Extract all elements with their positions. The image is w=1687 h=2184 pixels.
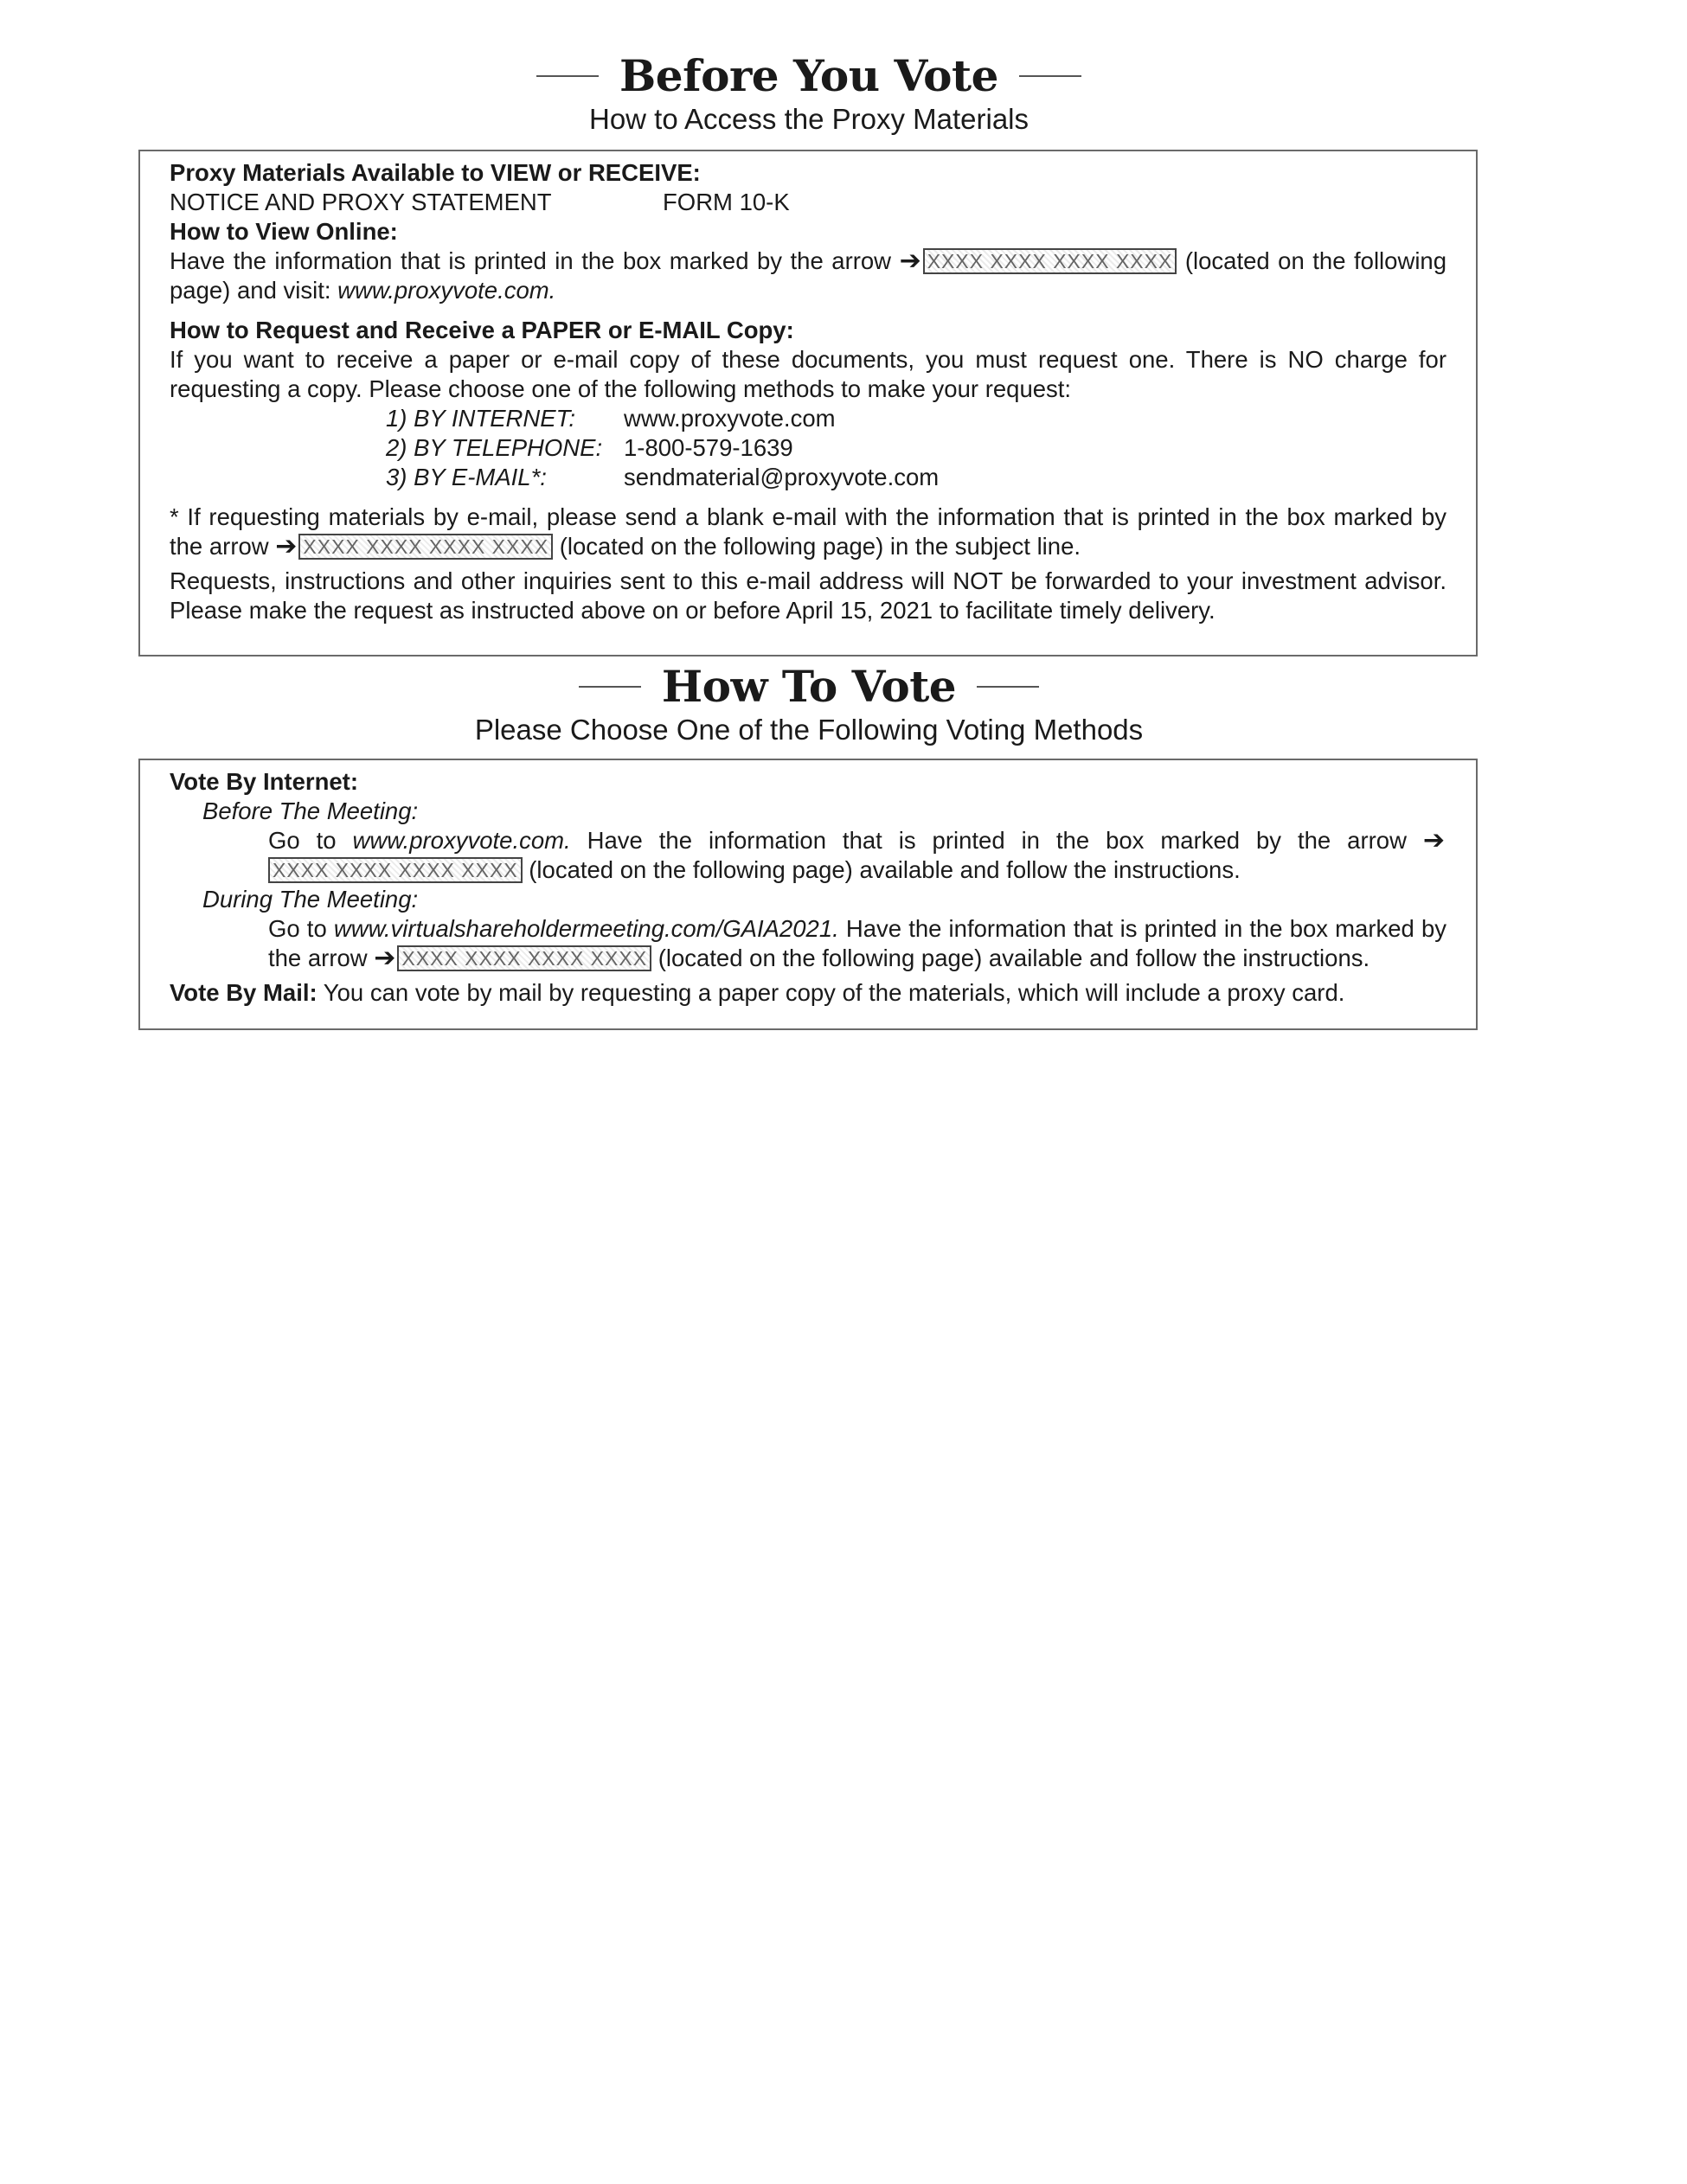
method-value-phone[interactable]: 1-800-579-1639 [624, 434, 793, 461]
go-to-text: Go to [268, 915, 327, 942]
arrow-icon: ➔ [275, 532, 298, 560]
view-online-text: Have the information that is printed in the box marked by the arrow [170, 247, 892, 274]
during-meeting-text: Have the information that is printed in the box marked by the arrow [268, 915, 1447, 971]
arrow-icon: ➔ [899, 247, 921, 275]
how-to-vote-subtitle: Please Choose One of the Following Voting Methods [474, 714, 1144, 746]
vote-by-mail-heading: Vote By Mail: [170, 979, 318, 1006]
title-rule-left [536, 75, 599, 77]
control-code-box: XXXX XXXX XXXX XXXX [397, 945, 651, 971]
virtual-meeting-link[interactable]: www.virtualshareholdermeeting.com/GAIA2021. [333, 915, 839, 942]
vote-by-internet-heading: Vote By Internet: [170, 768, 358, 795]
before-you-vote-title: Before You Vote [619, 50, 998, 101]
arrow-icon: ➔ [1422, 826, 1446, 855]
material-item: FORM 10-K [663, 189, 790, 215]
request-methods-list [386, 404, 1446, 492]
request-method-email [386, 463, 1446, 492]
vote-by-mail-text: You can vote by mail by requesting a paper copy of the materials, which will include a proxy card. [323, 979, 1345, 1006]
footnote-text: * If requesting materials by e-mail, please send a blank e-mail with the information that is printed in the box marked by the arrow [170, 503, 1446, 560]
proxyvote-link[interactable]: www.proxyvote.com. [337, 277, 556, 304]
view-online-heading: How to View Online: [170, 218, 398, 245]
material-item: NOTICE AND PROXY STATEMENT [170, 189, 552, 215]
email-footnote [170, 503, 1446, 561]
view-online-text-2: (located on the following page) and visit: [170, 247, 1447, 304]
during-meeting-label [202, 885, 1446, 914]
control-code-box: XXXX XXXX XXXX XXXX [298, 534, 553, 560]
vote-by-mail [170, 978, 1446, 1008]
requests-note: Requests, instructions and other inquiries sent to this e-mail address will NOT be forwarded to your investment advisor. Please make the request as instructed above on or before April 15, 2021 to facilitate timely delivery. [170, 567, 1446, 624]
method-label: 1) BY INTERNET: [386, 405, 576, 432]
proxy-materials-box [138, 150, 1478, 656]
control-code-box: XXXX XXXX XXXX XXXX [268, 857, 523, 883]
before-you-vote-header [138, 50, 1479, 136]
request-copy-text: If you want to receive a paper or e-mail copy of these documents, you must request one. There is NO charge for requesting a copy. Please choose one of the following methods to make your request: [170, 346, 1446, 402]
method-label: 3) BY E-MAIL*: [386, 464, 547, 490]
title-rule-left [579, 686, 641, 688]
go-to-text: Go to [268, 827, 337, 854]
materials-list [170, 188, 1446, 217]
during-meeting-label-text: During The Meeting: [202, 886, 419, 913]
title-rule-right [977, 686, 1039, 688]
how-to-vote-title: How To Vote [661, 661, 957, 712]
how-to-vote-header [138, 661, 1479, 746]
footnote-text-2: (located on the following page) in the subject line. [559, 533, 1081, 560]
before-meeting-text: Have the information that is printed in the box marked by the arrow [587, 827, 1407, 854]
before-you-vote-subtitle: How to Access the Proxy Materials [588, 103, 1030, 135]
arrow-icon: ➔ [374, 944, 396, 972]
request-copy-heading: How to Request and Receive a PAPER or E-MAIL Copy: [170, 317, 794, 343]
during-meeting-text-2: (located on the following page) available and follow the instructions. [657, 945, 1370, 971]
proxyvote-link[interactable]: www.proxyvote.com. [352, 827, 571, 854]
before-meeting-label [202, 797, 1446, 826]
method-label: 2) BY TELEPHONE: [386, 434, 603, 461]
request-method-telephone [386, 433, 1446, 463]
before-meeting-instructions [268, 826, 1446, 885]
materials-heading: Proxy Materials Available to VIEW or RECEIVE: [170, 159, 701, 186]
before-meeting-text-2: (located on the following page) available and follow the instructions. [529, 856, 1241, 883]
title-rule-right [1019, 75, 1081, 77]
voting-methods-box [138, 759, 1478, 1030]
method-value-email[interactable]: sendmaterial@proxyvote.com [624, 464, 940, 490]
view-online-paragraph [170, 247, 1446, 305]
during-meeting-instructions [268, 914, 1446, 973]
method-value-link[interactable]: www.proxyvote.com [624, 405, 836, 432]
request-method-internet [386, 404, 1446, 433]
before-meeting-label-text: Before The Meeting: [202, 797, 419, 824]
control-code-box: XXXX XXXX XXXX XXXX [923, 248, 1177, 274]
